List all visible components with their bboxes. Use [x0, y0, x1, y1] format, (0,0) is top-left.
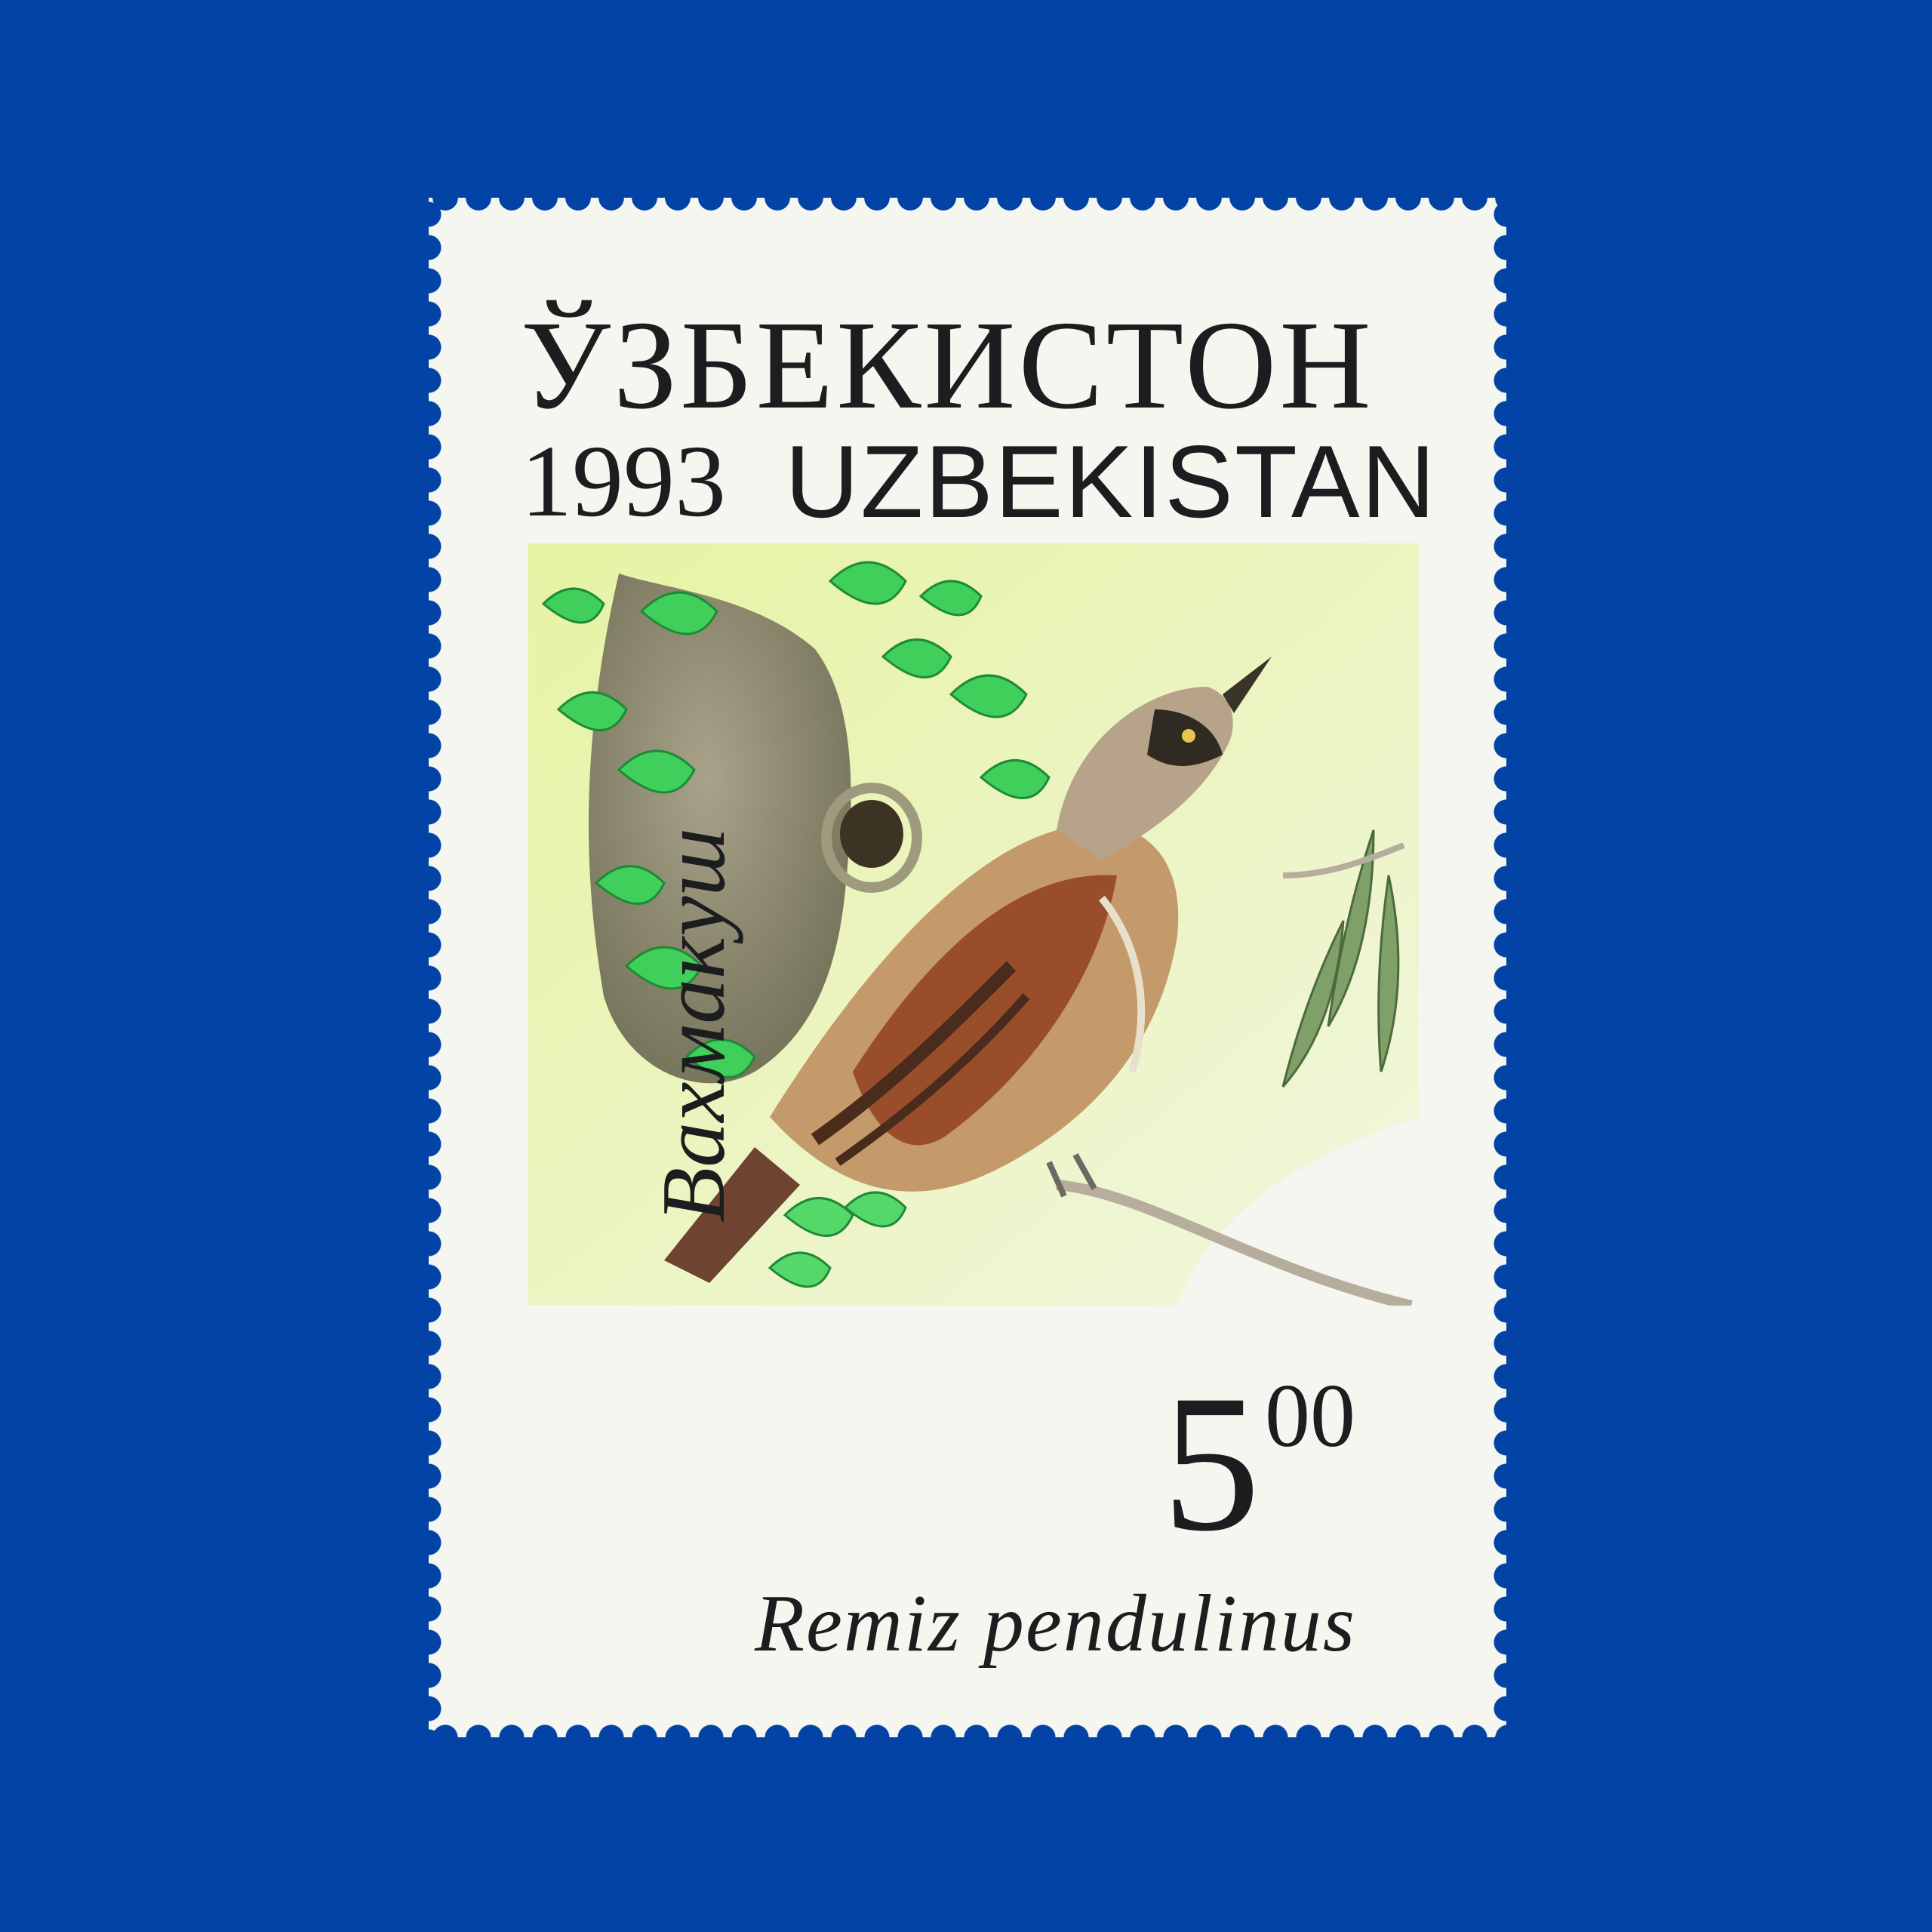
face-value-main: 5 [1162, 1355, 1260, 1572]
perforation-left [415, 198, 442, 1737]
tree-hole [840, 800, 903, 868]
scientific-name: Remiz pendulinus [755, 1579, 1356, 1669]
perforation-top [429, 184, 1506, 211]
issue-year: 1993 [521, 425, 726, 538]
face-value [1162, 1351, 1355, 1577]
country-name-latin: UZBEKISTAN [785, 424, 1437, 539]
bird-local-name: Вахмакуш [643, 827, 743, 1223]
perforation-bottom [429, 1724, 1506, 1751]
face-value-fraction: 00 [1265, 1365, 1355, 1466]
country-name-native: ЎЗБЕКИСТОН [521, 295, 1374, 435]
perforation-right [1493, 198, 1520, 1737]
